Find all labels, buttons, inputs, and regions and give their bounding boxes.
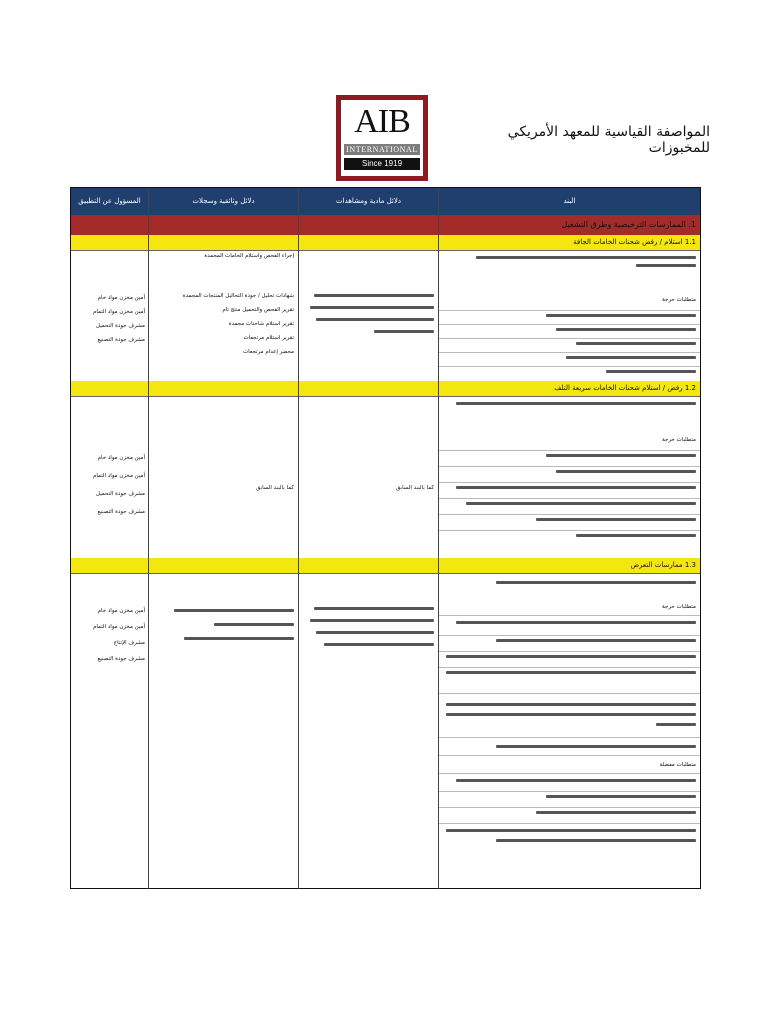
- item-cell: [438, 396, 700, 558]
- documents-cell: [148, 573, 298, 889]
- responsible-cell: [71, 573, 148, 889]
- critical-requirements-label: متطلبات حرجة: [662, 604, 696, 610]
- logo-band: INTERNATIONAL: [344, 144, 420, 155]
- responsible-cell: [71, 396, 148, 558]
- logo-letters: AIB: [354, 103, 410, 140]
- physical-text: كما بالبند السابق: [396, 485, 434, 491]
- physical-cell: [298, 250, 438, 381]
- item-cell: [438, 250, 700, 381]
- responsible-line: مشرف جودة التصنيع: [97, 509, 145, 515]
- subsection-title: 1.3 ممارسات التعرض: [438, 558, 700, 573]
- responsible-line: مشرف جودة التحميل: [95, 323, 145, 329]
- responsible-cell: [71, 250, 148, 381]
- table-row: [71, 573, 700, 889]
- document-line: تقرير الفحص والتحميل منتج تام: [222, 307, 294, 313]
- page-title: المواصفة القياسية للمعهد الأمريكي للمخبوزات: [507, 124, 710, 156]
- item-cell: [438, 573, 700, 889]
- subsection-title: 1.2 رفض / استلام شحنات الخامات سريعة التلف: [438, 381, 700, 396]
- table-row: [71, 396, 700, 559]
- responsible-line: أمين مخزن مواد التمام: [92, 309, 145, 315]
- responsible-line: أمين مخزن مواد التمام: [92, 624, 145, 630]
- header-documents: دلائل وثائقية وسجلات: [148, 188, 298, 215]
- documents-cell: [148, 396, 298, 558]
- physical-cell: [298, 396, 438, 558]
- header-responsible: المسؤول عن التطبيق: [71, 188, 148, 215]
- physical-cell: [298, 573, 438, 889]
- documents-text: كما بالبند السابق: [256, 485, 294, 491]
- responsible-line: مشرف جودة التصنيع: [97, 337, 145, 343]
- document-line: محضر إعدام مرتجعات: [243, 349, 294, 355]
- responsible-line: مشرف جودة التحميل: [95, 491, 145, 497]
- standard-table: [70, 187, 701, 889]
- critical-requirements-label: متطلبات حرجة: [662, 437, 696, 443]
- preferred-requirements-label: متطلبات مفضلة: [659, 762, 696, 768]
- critical-requirements-label: متطلبات حرجة: [662, 297, 696, 303]
- subsection-row: [71, 558, 700, 574]
- responsible-line: أمين مخزن مواد التمام: [92, 473, 145, 479]
- header-physical: دلائل مادية ومشاهدات: [298, 188, 438, 215]
- logo-since: Since 1919: [344, 158, 420, 170]
- document-line: شهادات تحليل / جودة التحاليل المنتجات المجمدة: [182, 293, 294, 299]
- responsible-line: مشرف جودة التصنيع: [97, 656, 145, 662]
- document-line: إجراء الفحص واستلام الخامات المجمدة: [204, 253, 294, 259]
- subsection-title: 1.1 استلام / رفض شحنات الخامات الجافة: [438, 235, 700, 250]
- document-line: تقرير استلام مرتجعات: [243, 335, 294, 341]
- document-line: تقرير استلام شاحنات مجمدة: [228, 321, 294, 327]
- section-row: [71, 215, 700, 236]
- responsible-line: أمين مخزن مواد خام: [97, 455, 145, 461]
- subsection-row: [71, 235, 700, 251]
- documents-cell: [148, 250, 298, 381]
- aib-logo: [336, 95, 428, 181]
- table-header-row: [71, 188, 700, 216]
- responsible-line: مشرف الإنتاج: [113, 640, 145, 646]
- responsible-line: أمين مخزن مواد خام: [97, 608, 145, 614]
- subsection-row: [71, 381, 700, 397]
- responsible-line: أمين مخزن مواد خام: [97, 295, 145, 301]
- table-row: [71, 250, 700, 382]
- header-item: البند: [438, 188, 700, 215]
- section-title: 1. الممارسات الترخيصية وطرق التشغيل: [438, 215, 700, 235]
